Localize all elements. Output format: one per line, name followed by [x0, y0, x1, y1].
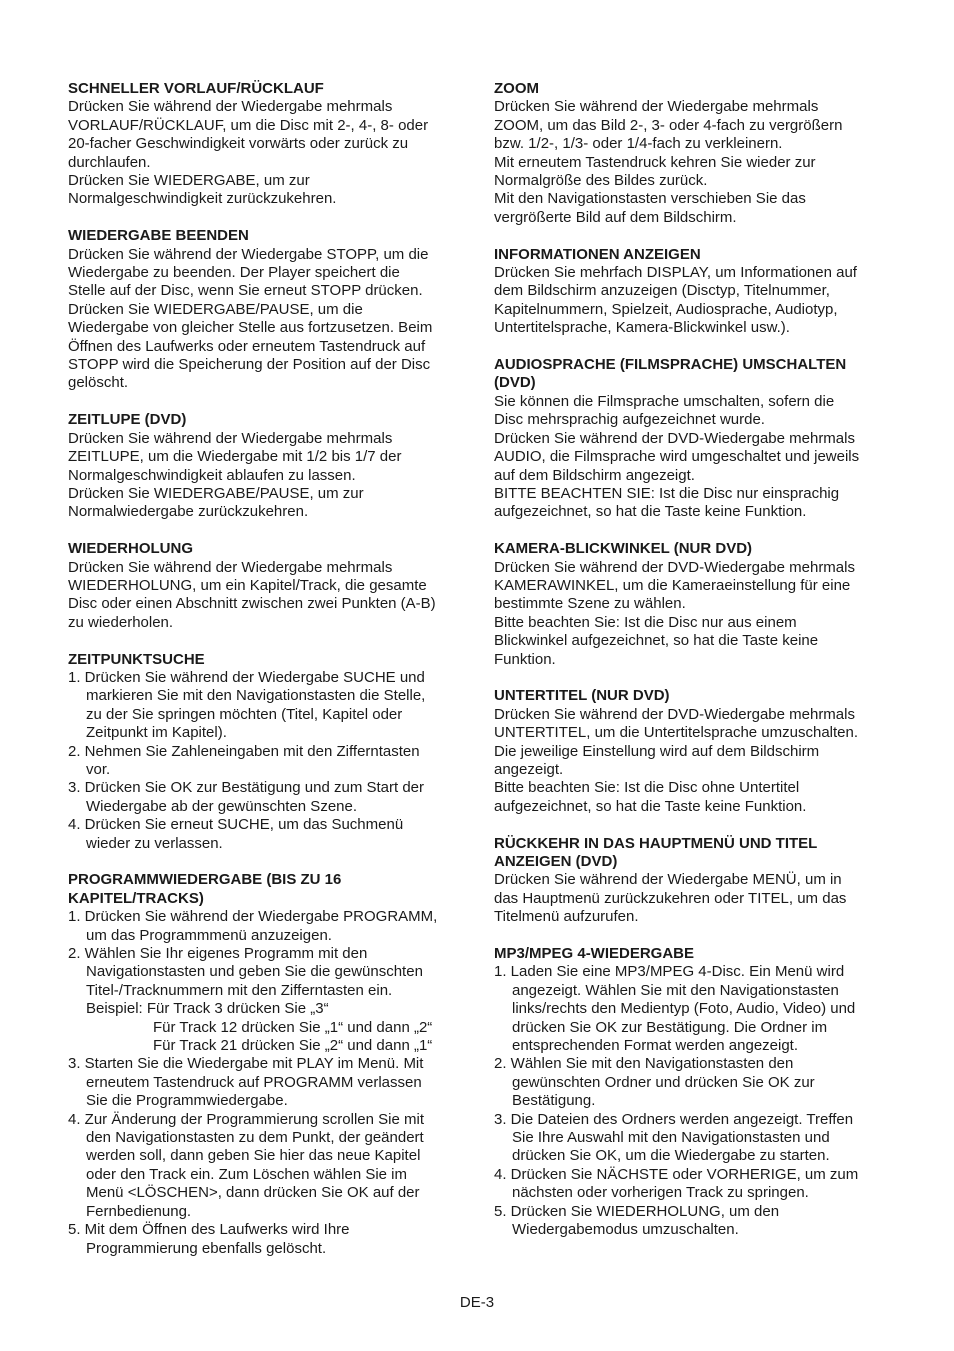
list-item-line: 1. Drücken Sie während der Wiedergabe SUCHE und	[68, 668, 425, 686]
body-line: Untertitelsprache, Kamera-Blickwinkel usw.).	[494, 319, 790, 337]
section-mp3-mpeg-4-wiedergabe	[494, 945, 894, 1240]
body-line: zu wiederholen.	[68, 613, 174, 631]
section-zoom	[494, 80, 894, 227]
section-zeitpunktsuche	[68, 651, 468, 853]
list-item-line: Menü <LÖSCHEN>, dann drücken Sie OK auf der	[86, 1184, 420, 1202]
body-line: auf dem Bildschirm angezeigt.	[494, 466, 695, 484]
body-line: angezeigt.	[494, 760, 564, 778]
list-item-line: Wiedergabe ab der gewünschten Szene.	[86, 797, 358, 815]
list-item-line: Programmierung ebenfalls gelöscht.	[86, 1239, 327, 1257]
section-heading: ZEITPUNKTSUCHE	[68, 650, 205, 668]
list-item-line: Navigationstasten und geben Sie die gewünschten	[86, 963, 423, 981]
body-line: Normalgeschwindigkeit ablaufen zu lassen.	[68, 466, 356, 484]
section-audiosprache-filmsprache-umschalten	[494, 356, 894, 522]
section-untertitel-nur-dvd	[494, 687, 894, 816]
body-line: Drücken Sie während der Wiedergabe mehrmals	[494, 98, 819, 116]
list-item	[68, 669, 468, 743]
list-item	[68, 1111, 468, 1221]
list-item-line: vor.	[86, 760, 111, 778]
list-item-line: 4. Drücken Sie erneut SUCHE, um das Suchmenü	[68, 816, 404, 834]
list-item-line: Beispiel: Für Track 3 drücken Sie „3“	[86, 1000, 329, 1018]
body-line: Kapitelnummern, Spielzeit, Audiosprache, Audiotyp,	[494, 300, 838, 318]
example-line: Für Track 21 drücken Sie „2“ und dann „1“	[153, 1037, 433, 1055]
section-heading: AUDIOSPRACHE (FILMSPRACHE) UMSCHALTEN	[494, 356, 847, 374]
body-line: STOPP wird die Speicherung der Position auf der Disc	[68, 356, 431, 374]
list-item	[68, 908, 468, 945]
list-item-line: Titel-/Tracknummern mit den Zifferntasten ein.	[86, 981, 393, 999]
list-item-line: 5. Drücken Sie WIEDERHOLUNG, um den	[494, 1202, 780, 1220]
list-item-line: 2. Wählen Sie Ihr eigenes Programm mit den	[68, 945, 368, 963]
list-item-line: Wiedergabemodus umzuschalten.	[512, 1221, 739, 1239]
body-line: Drücken Sie WIEDERGABE/PAUSE, um zur	[68, 484, 364, 502]
body-line: Normalwiedergabe zurückzukehren.	[68, 503, 309, 521]
section-heading: WIEDERHOLUNG	[68, 540, 193, 558]
body-line: KAMERAWINKEL, um die Kameraeinstellung für eine	[494, 576, 851, 594]
list-item-line: 3. Die Dateien des Ordners werden angezeigt. Treffen	[494, 1110, 854, 1128]
body-line: Die jeweilige Einstellung wird auf dem Bildschirm	[494, 742, 820, 760]
list-item	[68, 1221, 468, 1258]
section-rückkehr-in-das-hauptmenü-und-titel	[494, 835, 894, 927]
list-item-line: Bestätigung.	[512, 1092, 596, 1110]
list-item-line: Sie Ihre Auswahl mit den Navigationstasten und	[512, 1129, 830, 1147]
list-item	[68, 1055, 468, 1110]
section-heading: ZOOM	[494, 80, 539, 97]
list-item-line: Sie die Programmwiedergabe.	[86, 1092, 288, 1110]
body-line: dem Bildschirm anzuzeigen (Disctyp, Titelnummer,	[494, 282, 830, 300]
body-line: Drücken Sie während der Wiedergabe mehrmals	[68, 98, 393, 116]
section-wiederholung	[68, 540, 468, 632]
body-line: Normalgeschwindigkeit zurückzukehren.	[68, 190, 337, 208]
example-line: Für Track 12 drücken Sie „1“ und dann „2“	[153, 1018, 433, 1036]
body-line: Disc oder einen Abschnitt zwischen zwei Punkten (A-B)	[68, 595, 436, 613]
section-schneller-vorlauf-rücklauf	[68, 80, 468, 209]
list-item-line: 1. Laden Sie eine MP3/MPEG 4-Disc. Ein Menü wird	[494, 963, 845, 981]
body-line: Blickwinkel aufgezeichnet, so hat die Taste keine	[494, 632, 819, 650]
list-item-line: drücken Sie OK zur Bestätigung. Die Ordner im	[512, 1018, 828, 1036]
body-line: Bitte beachten Sie: Ist die Disc nur aus einem	[494, 613, 797, 631]
body-line: Normalgröße des Bildes zurück.	[494, 172, 708, 190]
section-programmwiedergabe-bis-zu-16	[68, 871, 468, 1258]
list-item	[494, 1111, 894, 1166]
section-kamera-blickwinkel-nur-dvd	[494, 540, 894, 669]
list-item	[494, 1203, 894, 1240]
list-item	[68, 779, 468, 816]
section-heading: PROGRAMMWIEDERGABE (BIS ZU 16	[68, 871, 342, 889]
list-item	[494, 1055, 894, 1110]
list-item-line: 4. Zur Änderung der Programmierung scrollen Sie mit	[68, 1110, 424, 1128]
body-line: Stelle auf der Disc, wenn Sie erneut STOPP drücken.	[68, 282, 423, 300]
body-line: Drücken Sie mehrfach DISPLAY, um Informationen auf	[494, 264, 857, 282]
body-line: Drücken Sie WIEDERGABE/PAUSE, um die	[68, 300, 363, 318]
list-item-line: erneutem Tastendruck auf PROGRAMM verlassen	[86, 1073, 422, 1091]
body-line: Drücken Sie während der DVD-Wiedergabe mehrmals	[494, 429, 855, 447]
section-heading: MP3/MPEG 4-WIEDERGABE	[494, 945, 695, 962]
section-heading: INFORMATIONEN ANZEIGEN	[494, 245, 701, 263]
list-item-line: 3. Drücken Sie OK zur Bestätigung und zum Start der	[68, 779, 425, 797]
list-item-line: zu der Sie springen möchten (Titel, Kapitel oder	[86, 705, 403, 723]
body-line: VORLAUF/RÜCKLAUF, um die Disc mit 2-, 4-, 8- oder	[68, 116, 429, 134]
body-line: das Hauptmenü zurückzukehren oder TITEL, um das	[494, 889, 847, 907]
list-item-line: Zeitpunkt im Kapitel).	[86, 724, 227, 742]
body-line: Mit den Navigationstasten verschieben Sie das	[494, 190, 806, 208]
body-line: Wiedergabe zu beenden. Der Player speichert die	[68, 264, 400, 282]
list-item-line: 2. Nehmen Sie Zahleneingaben mit den Zifferntasten	[68, 742, 420, 760]
list-item	[68, 945, 468, 1055]
body-line: Wiedergabe von gleicher Stelle aus fortzusetzen. Beim	[68, 319, 433, 337]
right-column	[494, 80, 894, 1258]
list-item-line: den Navigationstasten zu dem Punkt, der geändert	[86, 1129, 424, 1147]
body-line: durchlaufen.	[68, 153, 151, 171]
list-item-line: 3. Starten Sie die Wiedergabe mit PLAY im Menü. Mit	[68, 1055, 424, 1073]
body-line: aufgezeichnet, so hat die Taste keine Funktion.	[494, 503, 807, 521]
body-line: bestimmte Szene zu wählen.	[494, 595, 686, 613]
list-item-line: wieder zu verlassen.	[86, 834, 223, 852]
body-line: Mit erneutem Tastendruck kehren Sie wieder zur	[494, 153, 816, 171]
list-item	[494, 1166, 894, 1203]
section-zeitlupe-dvd	[68, 411, 468, 521]
list-item	[68, 816, 468, 853]
section-heading: SCHNELLER VORLAUF/RÜCKLAUF	[68, 80, 324, 97]
section-heading-cont: ANZEIGEN (DVD)	[494, 852, 618, 870]
list-item-line: gewünschten Ordner und drücken Sie OK zur	[512, 1073, 815, 1091]
list-item	[68, 743, 468, 780]
body-line: Drücken Sie während der Wiedergabe mehrmals	[68, 429, 393, 447]
list-item-line: drücken Sie OK, um die Wiedergabe zu starten.	[512, 1147, 830, 1165]
section-heading: UNTERTITEL (NUR DVD)	[494, 687, 670, 705]
body-line: Sie können die Filmsprache umschalten, sofern die	[494, 392, 835, 410]
body-line: bzw. 1/2-, 1/3- oder 1/4-fach zu verkleinern.	[494, 135, 783, 153]
body-line: aufgezeichnet, so hat die Taste keine Funktion.	[494, 797, 807, 815]
list-item-line: 5. Mit dem Öffnen des Laufwerks wird Ihre	[68, 1221, 350, 1239]
list-item-line: oder den Track ein. Zum Löschen wählen Sie im	[86, 1165, 407, 1183]
section-heading: WIEDERGABE BEENDEN	[68, 227, 249, 245]
body-line: ZEITLUPE, um die Wiedergabe mit 1/2 bis 1/7 der	[68, 448, 402, 466]
body-line: Titelmenü aufzurufen.	[494, 908, 639, 926]
list-item-line: nächsten oder vorherigen Track zu springen.	[512, 1184, 809, 1202]
list-item-line: Fernbedienung.	[86, 1202, 192, 1220]
list-item-line: um das Programmmenü anzuzeigen.	[86, 926, 332, 944]
body-line: vergrößerte Bild auf dem Bildschirm.	[494, 208, 737, 226]
section-informationen-anzeigen	[494, 246, 894, 338]
list-item-line: entsprechenden Format werden angezeigt.	[512, 1037, 799, 1055]
body-line: Öffnen des Laufwerks oder erneutem Tastendruck auf	[68, 337, 426, 355]
list-item-line: 2. Wählen Sie mit den Navigationstasten den	[494, 1055, 794, 1073]
body-line: Funktion.	[494, 650, 556, 668]
body-line: AUDIO, die Filmsprache wird umgeschaltet und jeweils	[494, 448, 860, 466]
body-line: gelöscht.	[68, 374, 129, 392]
list-item-line: angezeigt. Wählen Sie mit den Navigationstasten	[512, 981, 839, 999]
page-number: DE-3	[459, 1294, 495, 1311]
section-wiedergabe-beenden	[68, 227, 468, 393]
body-line: UNTERTITEL, um die Untertitelsprache umzuschalten.	[494, 724, 859, 742]
body-line: Drücken Sie während der Wiedergabe MENÜ, um in	[494, 871, 842, 889]
body-line: Drücken Sie während der DVD-Wiedergabe mehrmals	[494, 705, 855, 723]
list-item-line: 1. Drücken Sie während der Wiedergabe PROGRAMM,	[68, 908, 438, 926]
body-line: Drücken Sie während der DVD-Wiedergabe mehrmals	[494, 558, 855, 576]
body-line: Drücken Sie WIEDERGABE, um zur	[68, 172, 310, 190]
section-heading: ZEITLUPE (DVD)	[68, 411, 187, 429]
body-line: Drücken Sie während der Wiedergabe mehrmals	[68, 558, 393, 576]
body-line: BITTE BEACHTEN SIE: Ist die Disc nur einsprachig	[494, 484, 840, 502]
body-line: Drücken Sie während der Wiedergabe STOPP, um die	[68, 245, 429, 263]
body-line: WIEDERHOLUNG, um ein Kapitel/Track, die gesamte	[68, 576, 427, 594]
body-line: Bitte beachten Sie: Ist die Disc ohne Untertitel	[494, 779, 800, 797]
left-column	[68, 80, 468, 1276]
body-line: ZOOM, um das Bild 2-, 3- oder 4-fach zu vergrößern	[494, 116, 843, 134]
list-item-line: werden soll, dann geben Sie hier das neue Kapitel	[86, 1147, 421, 1165]
list-item-line: 4. Drücken Sie NÄCHSTE oder VORHERIGE, um zum	[494, 1165, 859, 1183]
body-line: 20-facher Geschwindigkeit vorwärts oder zurück zu	[68, 135, 409, 153]
section-heading-cont: (DVD)	[494, 374, 536, 392]
section-heading-cont: KAPITEL/TRACKS)	[68, 889, 204, 907]
list-item-line: links/rechts den Medientyp (Foto, Audio, Video) und	[512, 1000, 856, 1018]
list-item-line: markieren Sie mit den Navigationstasten die Stelle,	[86, 687, 426, 705]
list-item	[494, 963, 894, 1055]
section-heading: RÜCKKEHR IN DAS HAUPTMENÜ UND TITEL	[494, 834, 818, 852]
body-line: Disc mehrsprachig aufgezeichnet wurde.	[494, 411, 765, 429]
section-heading: KAMERA-BLICKWINKEL (NUR DVD)	[494, 540, 753, 558]
